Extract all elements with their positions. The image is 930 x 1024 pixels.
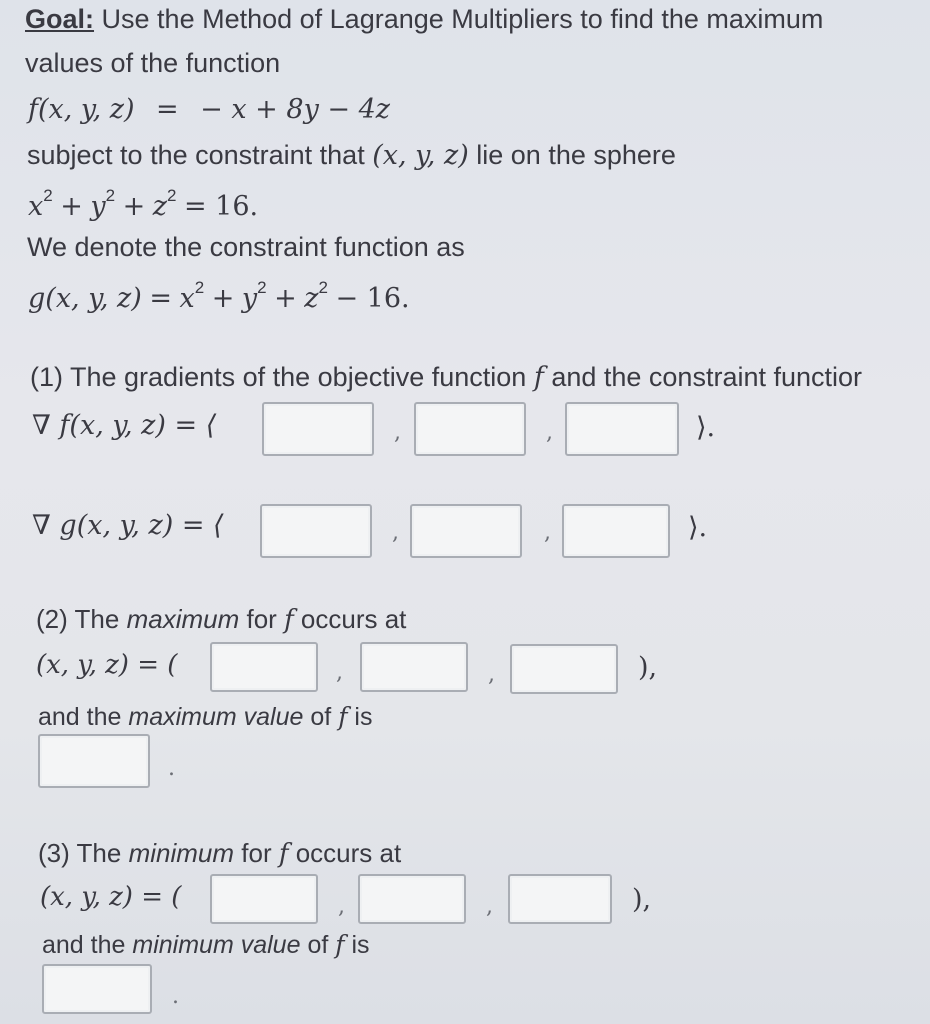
part3-f: f bbox=[278, 839, 289, 869]
sphere-plus-1: + bbox=[60, 191, 83, 222]
max-comma-2: , bbox=[488, 662, 495, 687]
g-plus-1: + bbox=[211, 283, 235, 314]
grad-f-z-input[interactable] bbox=[565, 402, 679, 456]
min-value-mid: of bbox=[307, 931, 329, 959]
part1-prefix: (1) The gradients of the objective function bbox=[30, 362, 527, 392]
grad-g-y-input[interactable] bbox=[410, 504, 522, 558]
sphere-rhs: = 16. bbox=[183, 191, 259, 222]
min-value-f: f bbox=[335, 930, 345, 959]
min-value-prefix: and the bbox=[42, 931, 126, 959]
constraint-line bbox=[27, 140, 676, 171]
g-x: x bbox=[179, 283, 195, 314]
sphere-z: z bbox=[152, 191, 167, 222]
part2-suffix: occurs at bbox=[300, 604, 407, 634]
max-value-mid: of bbox=[310, 703, 332, 731]
grad-f-y-input[interactable] bbox=[414, 402, 526, 456]
g-y: y bbox=[241, 283, 258, 314]
max-value-label bbox=[38, 702, 372, 732]
max-value-suffix: is bbox=[354, 703, 373, 731]
grad-f-x-input[interactable] bbox=[262, 402, 374, 456]
goal-text: Use the Method of Lagrange Multipliers to find the maximum bbox=[101, 4, 824, 34]
goal-label: Goal: bbox=[25, 4, 95, 34]
function-lhs: f(x, y, z) bbox=[28, 94, 135, 125]
part1-f: f bbox=[533, 362, 544, 393]
max-x-input[interactable] bbox=[210, 642, 318, 692]
part2-mid: for bbox=[246, 604, 277, 634]
min-value-period: . bbox=[172, 984, 179, 1009]
max-value-prefix: and the bbox=[38, 703, 122, 731]
constraint-suffix: lie on the sphere bbox=[476, 140, 676, 170]
constraint-text: subject to the constraint that bbox=[27, 140, 365, 170]
function-equals: = bbox=[156, 94, 179, 125]
g-lhs: g(x, y, z) bbox=[28, 283, 142, 314]
constraint-vars: (x, y, z) bbox=[372, 140, 469, 171]
part2-heading bbox=[36, 604, 406, 635]
part2-prefix: (2) The bbox=[36, 604, 120, 634]
grad-g-z-input[interactable] bbox=[562, 504, 670, 558]
function-rhs: − x + 8y − 4z bbox=[200, 94, 391, 125]
sphere-y-exp: 2 bbox=[105, 186, 116, 205]
grad-g-comma-2: , bbox=[544, 520, 551, 545]
min-x-input[interactable] bbox=[210, 874, 318, 924]
grad-f-close: ⟩. bbox=[696, 412, 716, 443]
max-value-period: . bbox=[168, 756, 175, 781]
g-y-exp: 2 bbox=[257, 278, 267, 297]
max-comma-1: , bbox=[336, 660, 343, 685]
min-comma-1: , bbox=[338, 894, 345, 919]
part3-suffix: occurs at bbox=[295, 838, 402, 868]
min-z-input[interactable] bbox=[508, 874, 612, 924]
part3-mid: for bbox=[241, 838, 272, 868]
min-value-input[interactable] bbox=[42, 964, 152, 1014]
sphere-x-exp: 2 bbox=[43, 186, 53, 205]
g-x-exp: 2 bbox=[194, 278, 205, 297]
sphere-z-exp: 2 bbox=[166, 186, 177, 205]
goal-line bbox=[25, 4, 823, 35]
part1-heading bbox=[30, 362, 930, 393]
min-comma-2: , bbox=[486, 894, 493, 919]
g-equals: = bbox=[149, 283, 172, 314]
sphere-y: y bbox=[90, 191, 106, 222]
g-plus-2: + bbox=[274, 283, 297, 314]
part3-emph: minimum bbox=[128, 838, 235, 868]
g-z-exp: 2 bbox=[318, 278, 328, 297]
part3-heading bbox=[38, 838, 401, 869]
max-value-emph: maximum value bbox=[128, 703, 304, 731]
g-z: z bbox=[304, 283, 319, 314]
g-definition bbox=[28, 278, 410, 314]
sphere-x: x bbox=[28, 191, 44, 222]
function-definition bbox=[28, 94, 390, 125]
sphere-plus-2: + bbox=[122, 191, 146, 222]
denote-text: We denote the constraint function as bbox=[27, 232, 465, 262]
max-y-input[interactable] bbox=[360, 642, 468, 692]
max-value-input[interactable] bbox=[38, 734, 150, 788]
min-value-emph: minimum value bbox=[132, 931, 301, 959]
min-value-label bbox=[42, 930, 370, 960]
min-value-suffix: is bbox=[351, 931, 370, 959]
grad-f-label: ∇ f(x, y, z) = ⟨ bbox=[32, 410, 217, 441]
min-close: ), bbox=[632, 884, 652, 915]
grad-f-comma-1: , bbox=[394, 420, 401, 445]
part2-emph: maximum bbox=[126, 604, 240, 634]
goal-continuation: values of the function bbox=[25, 48, 281, 78]
g-tail: − 16. bbox=[335, 283, 410, 314]
part3-xyz-label: (x, y, z) = ( bbox=[40, 882, 182, 912]
min-y-input[interactable] bbox=[358, 874, 466, 924]
max-close: ), bbox=[638, 652, 658, 683]
max-value-f: f bbox=[338, 702, 348, 731]
grad-g-x-input[interactable] bbox=[260, 504, 372, 558]
grad-f-comma-2: , bbox=[546, 420, 553, 445]
part1-suffix: and the constraint functior bbox=[551, 362, 863, 392]
max-z-input[interactable] bbox=[510, 644, 618, 694]
part3-prefix: (3) The bbox=[38, 838, 122, 868]
part2-f: f bbox=[284, 605, 294, 635]
grad-g-close: ⟩. bbox=[688, 512, 708, 543]
part2-xyz-label: (x, y, z) = ( bbox=[36, 650, 178, 680]
grad-g-label: ∇ g(x, y, z) = ⟨ bbox=[32, 510, 224, 541]
grad-g-comma-1: , bbox=[392, 520, 399, 545]
sphere-equation bbox=[28, 186, 258, 222]
